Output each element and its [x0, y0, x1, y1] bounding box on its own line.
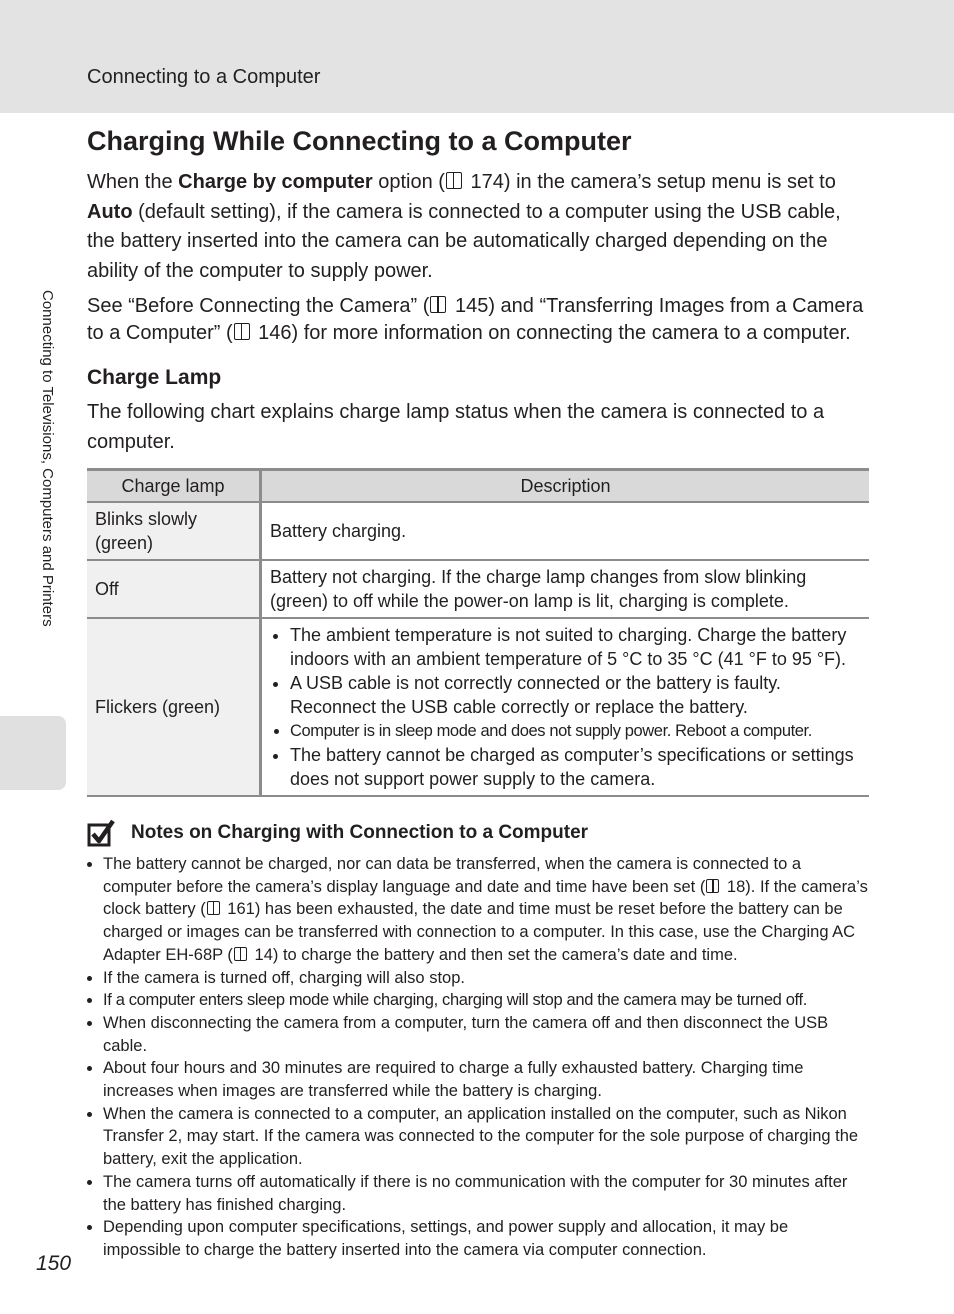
note-text: 14) to charge the battery and then set the camera’s date and time.: [249, 945, 738, 964]
checkmark-note-icon: [87, 819, 115, 847]
notes-heading-text: Notes on Charging with Connection to a Computer: [131, 822, 589, 843]
intro-text: When the: [87, 171, 179, 193]
list-item: • Computer is in sleep mode and does not supply power. Reboot a computer.: [290, 719, 861, 743]
list-item: • When the camera is connected to a computer, an application installed on the computer, such as Nikon Transfer 2, may start. If the camera was connected to the computer for the sole purpose of charging the battery, exit the application.: [103, 1103, 869, 1171]
charge-lamp-table: [87, 468, 869, 797]
book-ref-icon: [234, 323, 250, 340]
book-ref-icon: [234, 947, 247, 961]
description-cell: Battery charging.: [261, 502, 870, 560]
table-row: [87, 502, 869, 560]
notes-list: [87, 853, 869, 1262]
chapter-tab: [0, 716, 66, 790]
book-ref-icon: [430, 296, 446, 313]
book-ref-icon: [207, 901, 220, 915]
description-cell: Battery not charging. If the charge lamp changes from slow blinking (green) to off while the power-on lamp is lit, charging is complete.: [261, 560, 870, 618]
see-also-text: See “Before Connecting the Camera” (: [87, 295, 430, 317]
chapter-side-label-text: Connecting to Televisions, Computers and Printers: [39, 290, 56, 627]
list-item: • A USB cable is not correctly connected or the battery is faulty. Reconnect the USB cable correctly or replace the battery.: [290, 671, 861, 719]
see-also-text: 146) for more information on connecting the camera to a computer.: [252, 322, 851, 344]
setting-name: Auto: [87, 200, 133, 223]
page-content: [87, 122, 869, 1262]
notes-heading: [87, 819, 869, 847]
page-number: 150: [36, 1252, 72, 1275]
intro-text: option (: [372, 171, 445, 193]
book-ref-icon: [706, 879, 719, 893]
page-title: Charging While Connecting to a Computer: [87, 126, 632, 156]
option-name: Charge by computer: [178, 171, 373, 193]
intro-text: (default setting), if the camera is connected to a computer using the USB cable, the battery inserted into the camera can be automatically charged depending on the ability of the computer to supply power.: [87, 200, 841, 282]
see-also-paragraph: [87, 293, 869, 347]
header-band: [0, 0, 954, 113]
charge-lamp-lead: The following chart explains charge lamp status when the camera is connected to a computer.: [87, 401, 825, 453]
intro-text: 174) in the camera’s setup menu is set to: [464, 171, 836, 193]
description-bullets: [270, 623, 861, 791]
section-header: Connecting to a Computer: [87, 66, 321, 88]
column-header-lamp: Charge lamp: [87, 470, 261, 503]
description-cell: [261, 618, 870, 796]
list-item: • If a computer enters sleep mode while charging, charging will stop and the camera may be turned off.: [103, 989, 869, 1012]
note-text: 161) has been exhausted, the date and time must be reset before the battery can be charged or images can be transferred with connection to a computer. In this case, use the Charging AC Adapter EH-68P (: [103, 900, 856, 964]
list-item: • The battery cannot be charged as computer’s specifications or settings does not support power supply to the camera.: [290, 743, 861, 791]
charge-lamp-heading: Charge Lamp: [87, 366, 222, 389]
list-item: • When disconnecting the camera from a computer, turn the camera off and then disconnect the USB cable.: [103, 1012, 869, 1057]
list-item: • The ambient temperature is not suited to charging. Charge the battery indoors with an ambient temperature of 5 °C to 35 °C (41 °F to 95 °F).: [290, 623, 861, 671]
list-item: [103, 853, 869, 967]
list-item: • The camera turns off automatically if there is no communication with the computer for 30 minutes after the battery has finished charging.: [103, 1171, 869, 1216]
table-header-row: [87, 470, 869, 503]
table-row: [87, 618, 869, 796]
note-text: The battery cannot be charged, nor can data be transferred, when the camera is connected to a computer before the camera’s display language and date and time have been set (: [103, 855, 802, 896]
lamp-cell: Off: [87, 560, 261, 618]
note-text: 18). If the camera’s clock battery (: [103, 877, 868, 919]
book-ref-icon: [446, 172, 462, 189]
list-item: • About four hours and 30 minutes are required to charge a fully exhausted battery. Charging time increases when images are transferred while the battery is charging.: [103, 1057, 869, 1102]
column-header-description: Description: [261, 470, 870, 503]
lamp-cell: Blinks slowly (green): [87, 502, 261, 560]
intro-paragraph: [87, 168, 869, 286]
lamp-cell: Flickers (green): [87, 618, 261, 796]
table-row: [87, 560, 869, 618]
chapter-side-label: [36, 290, 60, 700]
see-also-text: 145) and “Transferring Images from a Camera to a Computer” (: [87, 295, 864, 344]
list-item: • Depending upon computer specifications, settings, and power supply and allocation, it may be impossible to charge the battery inserted into the camera via computer connection.: [103, 1216, 869, 1261]
list-item: • If the camera is turned off, charging will also stop.: [103, 967, 869, 990]
